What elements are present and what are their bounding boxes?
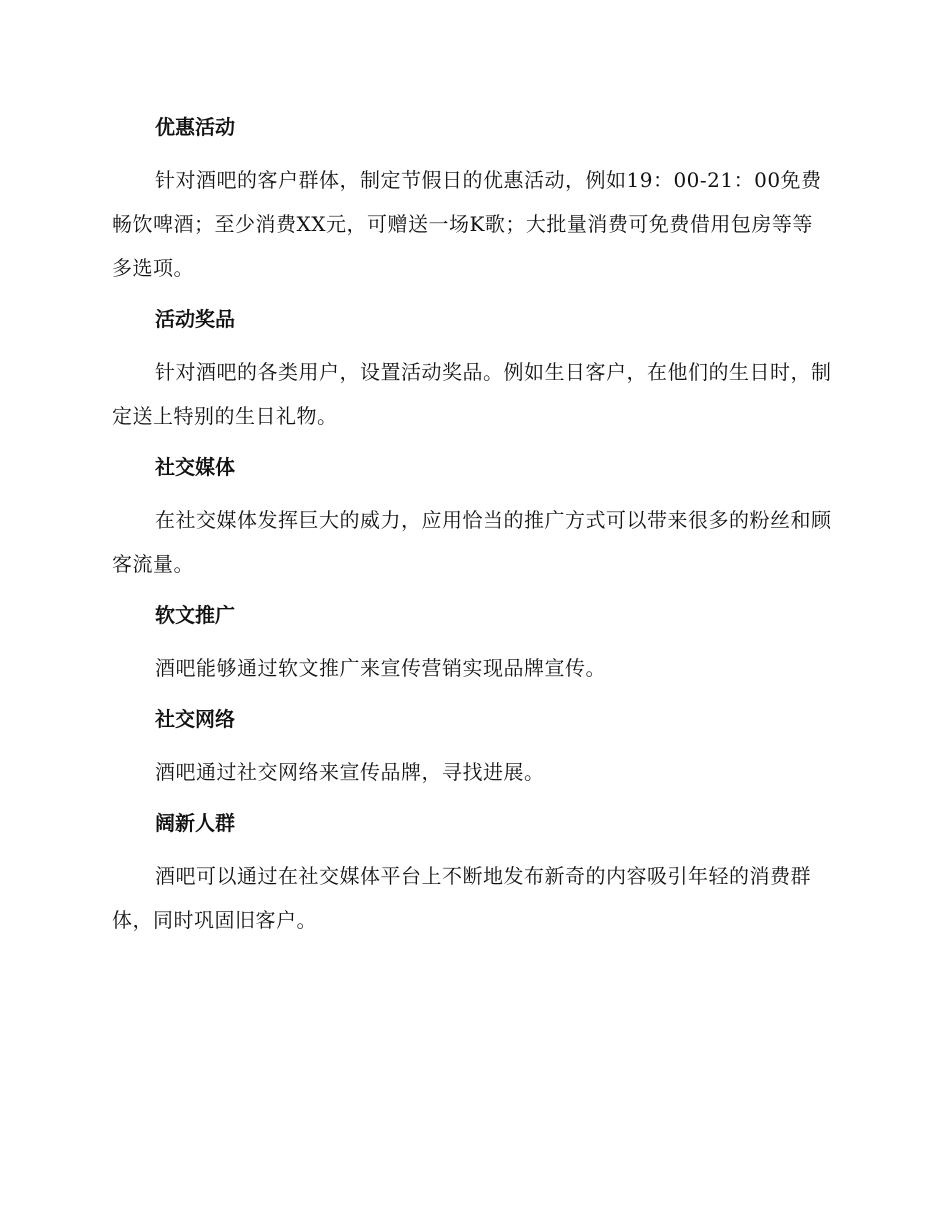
section-title: 活动奖品 xyxy=(155,307,235,331)
section-title: 优惠活动 xyxy=(155,115,235,139)
section-title: 社交网络 xyxy=(155,707,235,731)
section-body: 针对酒吧的各类用户，设置活动奖品。例如生日客户，在他们的生日时，制定送上特别的生日礼物。 xyxy=(112,360,832,428)
section-body: 酒吧能够通过软文推广来宣传营销实现品牌宣传。 xyxy=(155,656,606,680)
section-soft-article xyxy=(112,596,832,690)
section-prizes xyxy=(112,300,832,438)
section-title: 社交媒体 xyxy=(155,455,235,479)
section-title: 阔新人群 xyxy=(155,811,235,835)
section-body: 酒吧可以通过在社交媒体平台上不断地发布新奇的内容吸引年轻的消费群体，同时巩固旧客户。 xyxy=(112,864,811,932)
section-body: 针对酒吧的客户群体，制定节假日的优惠活动，例如19：00-21：00免费畅饮啤酒；至少消费XX元，可赠送一场K歌；大批量消费可免费借用包房等等多选项。 xyxy=(112,168,822,280)
section-title: 软文推广 xyxy=(155,603,235,627)
section-body: 酒吧通过社交网络来宣传品牌，寻找进展。 xyxy=(155,760,545,784)
section-promotions xyxy=(112,108,832,290)
section-new-audience xyxy=(112,804,832,942)
section-social-media xyxy=(112,448,832,586)
document-page xyxy=(112,108,832,952)
section-social-network xyxy=(112,700,832,794)
section-body: 在社交媒体发挥巨大的威力，应用恰当的推广方式可以带来很多的粉丝和顾客流量。 xyxy=(112,508,832,576)
